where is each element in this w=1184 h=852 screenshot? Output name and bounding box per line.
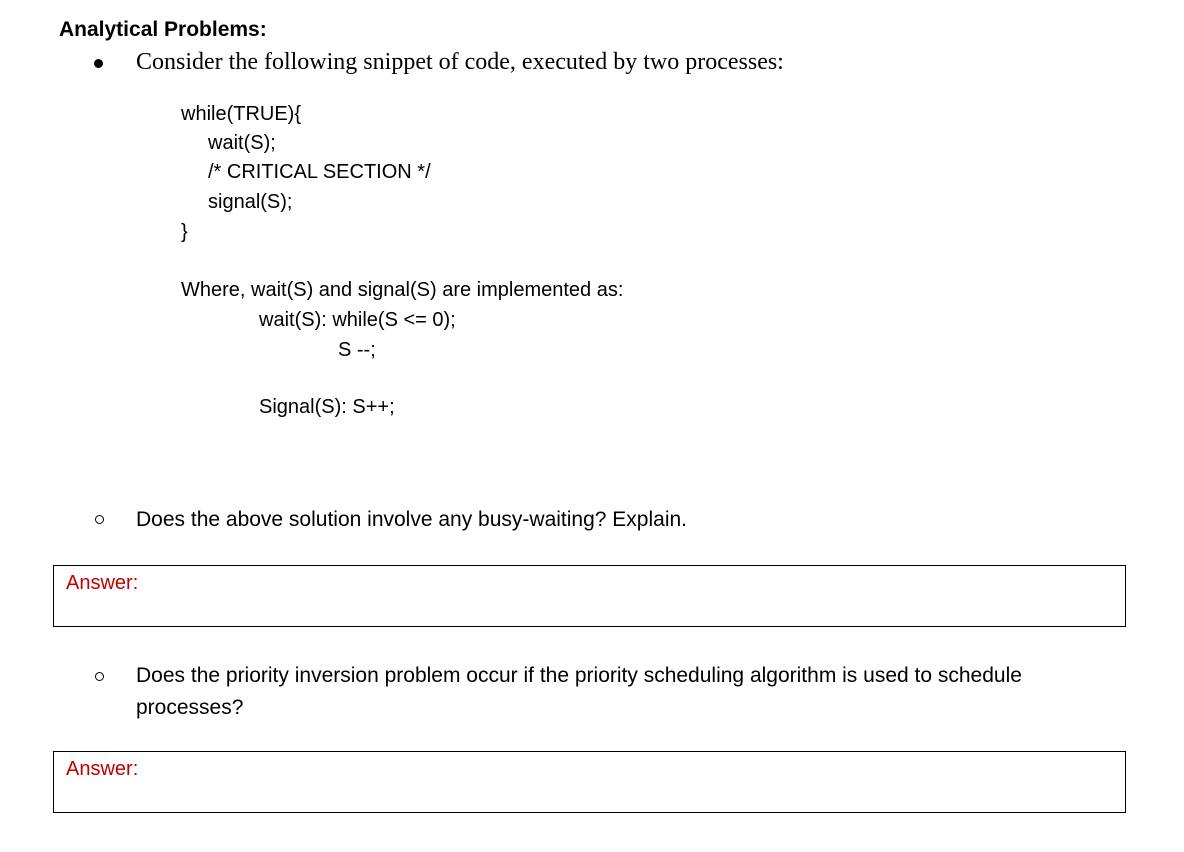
sub-bullet-icon (95, 515, 104, 524)
section-heading: Analytical Problems: (59, 18, 267, 41)
wait-definition: wait(S): while(S <= 0); (259, 309, 456, 331)
code-line: } (181, 221, 188, 243)
answer-box-1[interactable] (53, 565, 1126, 627)
question-priority-inversion-line2: processes? (136, 696, 244, 719)
code-line: signal(S); (208, 191, 293, 213)
intro-text: Consider the following snippet of code, executed by two processes: (136, 49, 784, 75)
bullet-icon (94, 59, 103, 68)
answer-box-2[interactable] (53, 751, 1126, 813)
answer-label: Answer: (66, 572, 139, 594)
question-priority-inversion-line1: Does the priority inversion problem occur if the priority scheduling algorithm is used to schedule (136, 664, 1022, 687)
implementation-intro: Where, wait(S) and signal(S) are implemented as: (181, 279, 624, 301)
signal-definition: Signal(S): S++; (259, 396, 395, 418)
sub-bullet-icon (95, 672, 104, 681)
decrement-line: S --; (338, 339, 376, 361)
answer-label: Answer: (66, 758, 139, 780)
code-line: while(TRUE){ (181, 103, 302, 125)
question-busy-waiting: Does the above solution involve any busy-waiting? Explain. (136, 508, 687, 531)
code-line: wait(S); (208, 132, 276, 154)
code-line: /* CRITICAL SECTION */ (208, 161, 431, 183)
